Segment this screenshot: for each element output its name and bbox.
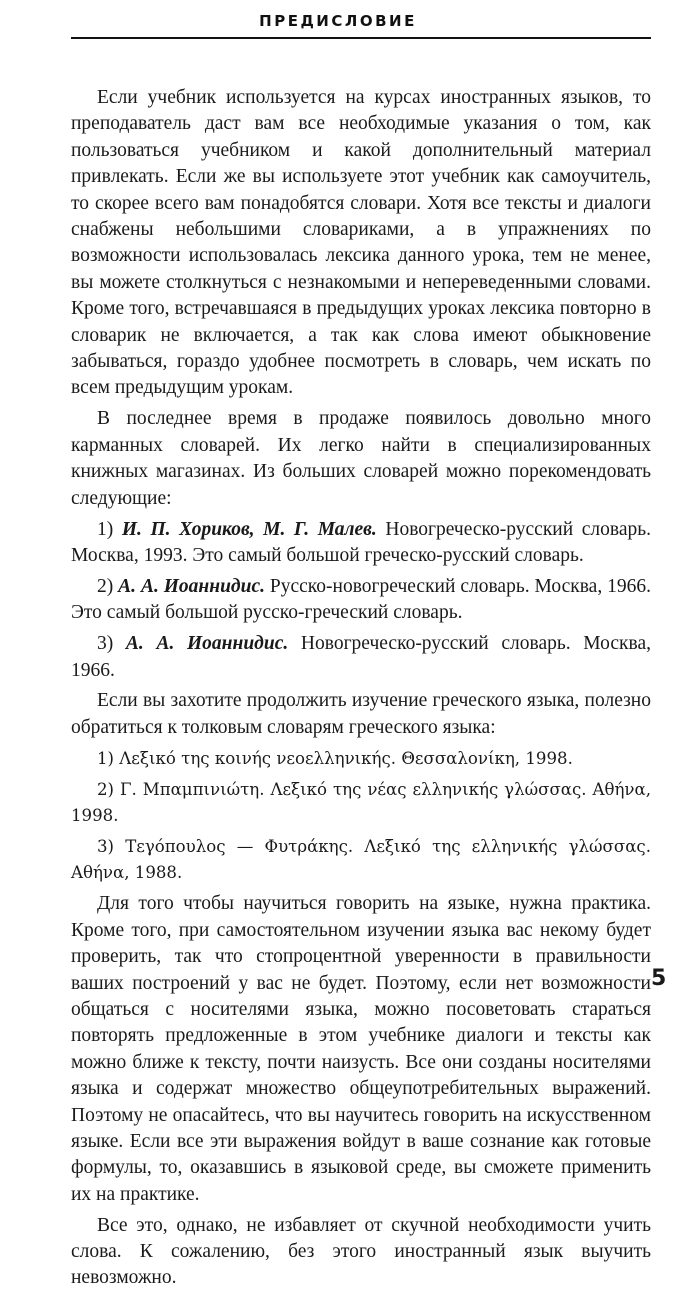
- running-header: ПРЕДИСЛОВИЕ: [259, 12, 417, 30]
- dictionary-title: Новогреческо-русский словарь. Москва, 1966.: [71, 633, 651, 681]
- dictionary-number: 1): [97, 518, 114, 540]
- paragraph-pocket-dictionaries: В последнее время в продаже появилось довольно много карманных словарей. Их легко найти в специализированных книжных магазинах. Из больших словарей можно порекомендовать следующие:: [71, 408, 651, 509]
- dictionary-number: 3): [97, 633, 114, 655]
- dictionary-author: И. П. Хориков, М. Г. Малев.: [121, 518, 377, 540]
- dictionary-title: Русско-новогреческий словарь. Москва, 1966. Это самый большой русско-греческий словарь.: [71, 575, 651, 624]
- paragraph-closing: Все это, однако, не избавляет от скучной необходимости учить слова. К сожалению, без этого иностранный язык выучить невозможно.: [71, 1214, 651, 1289]
- paragraph-practice: Для того чтобы научиться говорить на языке, нужна практика. Кроме того, при самостоятельном изучении языка вас некому будет проверить, так что стопроцентной уверенности в правильности ваших построений у вас не будет. Поэтому, если нет возможности общаться с носителями языка, можно посоветовать стараться повторять предложенные в этом учебнике диалоги и тексты как можно ближе к тексту, почти наизусть. Все они созданы носителями языка и содержат множество общеупотребительных выражений. Поэтому не опасайтесь, что вы научитесь говорить на искусственном языке. Если все эти выражения войдут в ваше сознание как готовые формулы, то, оказавшись в языковой среде, вы сможете применить их на практике.: [71, 893, 651, 1205]
- dictionary-number: 2): [97, 575, 114, 597]
- greek-dictionary-item-3: 3) Τεγόπουλος — Φυτράκης. Λεξικό της ελληνικής γλώσσας. Αθήνα, 1988.: [71, 836, 651, 883]
- dictionary-title: Новогреческо-русский словарь. Москва, 1993. Это самый большой греческо-русский словарь.: [71, 518, 652, 566]
- dictionary-item-3: [71, 631, 651, 684]
- header-rule: [71, 37, 651, 39]
- greek-dictionary-item-2: 2) Γ. Μπαμπινιώτη. Λεξικό της νέας ελληνικής γλώσσας. Αθήνα, 1998.: [71, 779, 651, 826]
- dictionary-item-2: [71, 574, 651, 627]
- greek-dictionary-item-1: 1) Λεξικό της κοινής νεοελληνικής. Θεσσαλονίκη, 1998.: [97, 748, 573, 768]
- dictionary-author: А. А. Иоаннидис.: [118, 575, 265, 597]
- paragraph-greek-intro: Если вы захотите продолжить изучение греческого языка, полезно обратиться к толковым словарям греческого языка:: [71, 690, 651, 738]
- dictionary-author: А. А. Иоаннидис.: [125, 633, 289, 655]
- dictionary-item-1: [71, 517, 651, 570]
- paragraph-textbook-use: Если учебник используется на курсах иностранных языков, то преподаватель даст вам все необходимые указания о том, как пользоваться учебником и какой дополнительный материал привлекать. Если же вы используете этот учебник как самоучитель, то скорее всего вам понадобятся словари. Хотя все тексты и диалоги снабжены небольшими словариками, а в упражнениях по возможности использовалась лексика данного урока, тем не менее, вы можете столкнуться с незнакомыми и непереведенными словами. Кроме того, встречавшаяся в предыдущих уроках лексика повторно в словарик не включается, а так как слова имеют обыкновение забываться, гораздо удобнее посмотреть в словарь, чем искать по всем предыдущим урокам.: [71, 87, 651, 399]
- page-number: 5: [651, 966, 667, 991]
- page-body: [71, 85, 651, 1292]
